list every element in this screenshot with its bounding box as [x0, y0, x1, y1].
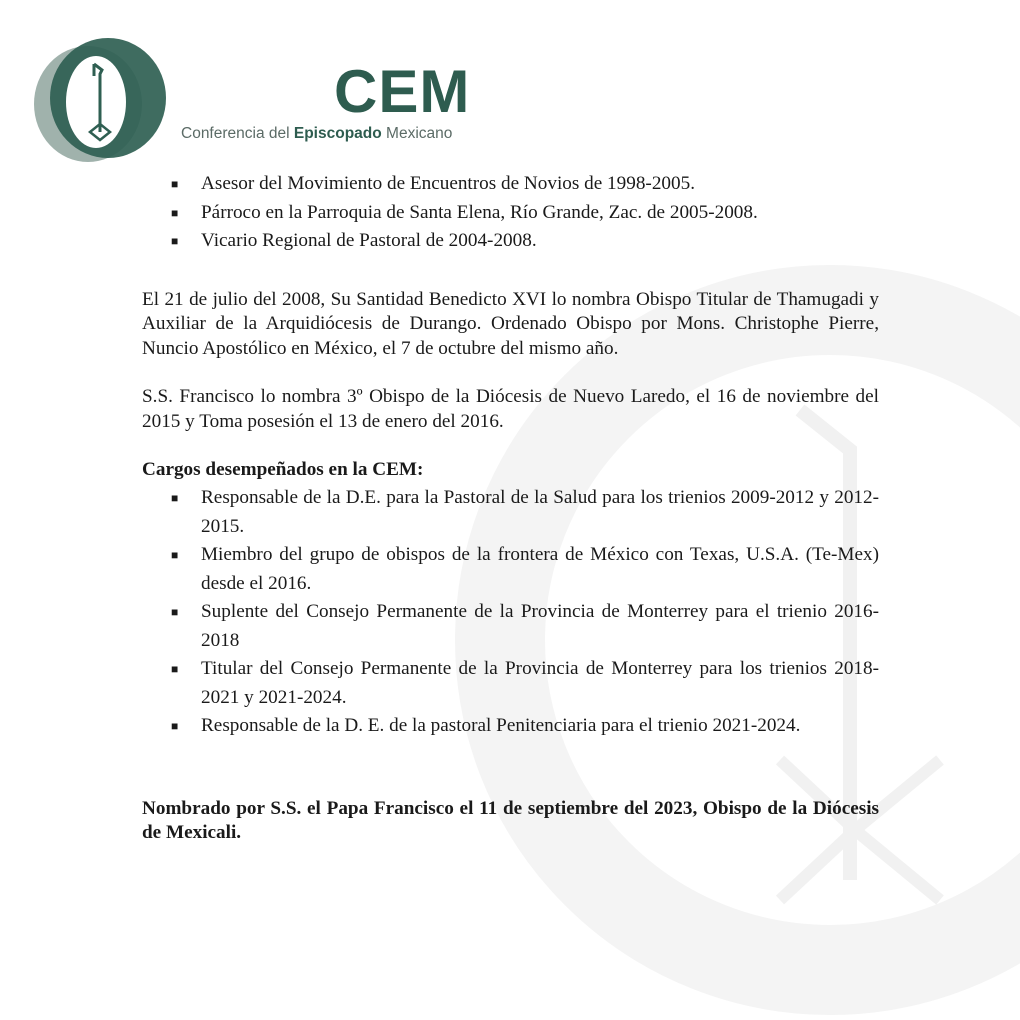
square-bullet-icon: ■ [171, 205, 179, 220]
bullet-list-cargos [142, 484, 879, 741]
list-item [142, 227, 879, 256]
list-item-text: Responsable de la D.E. para la Pastoral de la Salud para los trienios 2009-2012 y 2012-2015. [201, 487, 879, 537]
brand-subtitle-pre: Conferencia del [181, 125, 294, 142]
list-item [142, 484, 879, 541]
square-bullet-icon: ■ [171, 491, 179, 505]
list-item-text: Suplente del Consejo Permanente de la Provincia de Monterrey para el trienio 2016-2018 [201, 601, 879, 651]
brand-title: CEM [334, 58, 471, 125]
list-item [142, 598, 879, 655]
list-item-text: Titular del Consejo Permanente de la Provincia de Monterrey para los trienios 2018-2021 y 2021-2024. [201, 658, 879, 708]
list-item [142, 655, 879, 712]
bullet-list-top [142, 170, 879, 256]
final-statement: Nombrado por S.S. el Papa Francisco el 11 de septiembre del 2023, Obispo de la Diócesis de Mexicali. [142, 797, 879, 843]
brand-subtitle-post: Mexicano [381, 125, 453, 142]
brand-subtitle-bold: Episcopado [293, 125, 382, 142]
square-bullet-icon: ■ [171, 177, 179, 191]
brand-subtitle [181, 122, 452, 147]
list-item [142, 199, 879, 228]
list-item-text: Responsable de la D. E. de la pastoral Penitenciaria para el trienio 2021-2024. [201, 715, 801, 736]
paragraph: S.S. Francisco lo nombra 3º Obispo de la Diócesis de Nuevo Laredo, el 16 de noviembre del 2015 y Toma posesión el 13 de enero del 2016. [142, 386, 879, 432]
cem-logo-icon [30, 32, 170, 172]
square-bullet-icon: ■ [171, 662, 179, 676]
list-item [142, 541, 879, 598]
list-item-text: Miembro del grupo de obispos de la frontera de México con Texas, U.S.A. (Te-Mex) desde el 2016. [201, 544, 879, 594]
list-item-text: Vicario Regional de Pastoral de 2004-2008. [201, 230, 537, 251]
square-bullet-icon: ■ [171, 234, 179, 248]
square-bullet-icon: ■ [171, 605, 179, 619]
section-heading: Cargos desempeñados en la CEM: [142, 459, 424, 480]
square-bullet-icon: ■ [171, 548, 179, 562]
list-item-text: Párroco en la Parroquia de Santa Elena, Río Grande, Zac. de 2005-2008. [201, 201, 758, 223]
square-bullet-icon: ■ [171, 719, 179, 733]
document-body [142, 170, 879, 846]
paragraph: El 21 de julio del 2008, Su Santidad Benedicto XVI lo nombra Obispo Titular de Thamugadi y Auxiliar de la Arquidiócesis de Durango. Ordenado Obispo por Mons. Christophe Pierre, Nuncio Apostólico en México, el 7 de octubre del mismo año. [142, 288, 879, 359]
list-item-text: Asesor del Movimiento de Encuentros de Novios de 1998-2005. [201, 173, 695, 194]
list-item [142, 712, 879, 741]
list-item [142, 170, 879, 199]
